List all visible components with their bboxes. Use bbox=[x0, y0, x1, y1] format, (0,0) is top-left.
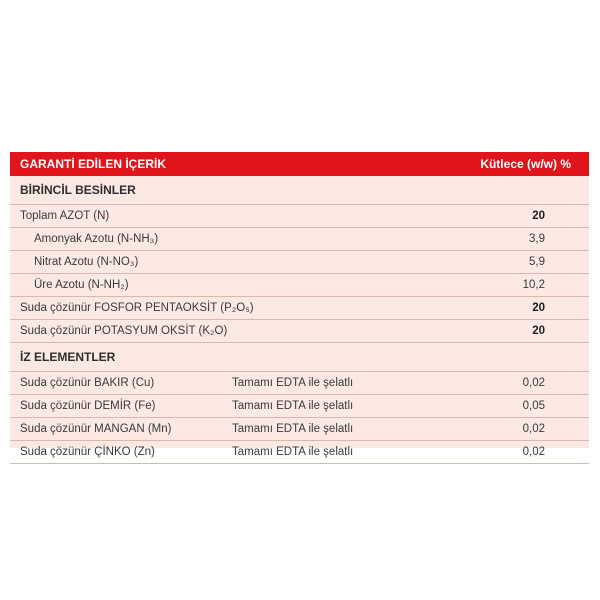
row-value: 20 bbox=[532, 325, 545, 337]
table-row bbox=[10, 395, 589, 418]
table-row bbox=[10, 297, 589, 320]
row-method: Tamamı EDTA ile şelatlı bbox=[232, 423, 354, 435]
row-method: Tamamı EDTA ile şelatlı bbox=[232, 446, 354, 458]
row-label: Amonyak Azotu (N-NH₃) bbox=[34, 233, 159, 245]
row-label: Nitrat Azotu (N-NO₃) bbox=[34, 256, 139, 268]
table-row bbox=[10, 372, 589, 395]
table-row bbox=[10, 320, 589, 343]
row-label: Üre Azotu (N-NH₂) bbox=[34, 279, 129, 291]
unit-label: Kütlece (w/w) % bbox=[480, 157, 571, 171]
table-row bbox=[10, 418, 589, 441]
table-header bbox=[10, 152, 589, 176]
guaranteed-content-table bbox=[10, 152, 589, 458]
row-label: Suda çözünür POTASYUM OKSİT (K₂O) bbox=[20, 325, 228, 337]
row-value: 5,9 bbox=[529, 256, 545, 268]
table-row bbox=[10, 205, 589, 228]
row-method: Tamamı EDTA ile şelatlı bbox=[232, 377, 354, 389]
row-label: Suda çözünür BAKIR (Cu) bbox=[20, 377, 155, 389]
row-label: Suda çözünür FOSFOR PENTAOKSİT (P₂O₅) bbox=[20, 302, 254, 314]
row-value: 0,02 bbox=[522, 446, 545, 458]
row-label: Suda çözünür DEMİR (Fe) bbox=[20, 400, 156, 412]
row-value: 0,05 bbox=[522, 400, 545, 412]
row-method: Tamamı EDTA ile şelatlı bbox=[232, 400, 354, 412]
row-value: 3,9 bbox=[529, 233, 545, 245]
table-row bbox=[10, 228, 589, 251]
table-row bbox=[10, 251, 589, 274]
table-row bbox=[10, 441, 589, 464]
row-label: Suda çözünür MANGAN (Mn) bbox=[20, 423, 172, 435]
row-value: 0,02 bbox=[522, 423, 545, 435]
row-value: 20 bbox=[532, 302, 545, 314]
row-value: 10,2 bbox=[522, 279, 545, 291]
row-label: Toplam AZOT (N) bbox=[20, 210, 110, 222]
row-value: 20 bbox=[532, 210, 545, 222]
section-title: İZ ELEMENTLER bbox=[20, 350, 116, 364]
table-title: GARANTİ EDİLEN İÇERİK bbox=[20, 157, 167, 171]
row-label: Suda çözünür ÇİNKO (Zn) bbox=[20, 446, 155, 458]
section-primary-nutrients bbox=[10, 176, 589, 205]
section-trace-elements bbox=[10, 343, 589, 372]
row-value: 0,02 bbox=[522, 377, 545, 389]
table-row bbox=[10, 274, 589, 297]
section-title: BİRİNCİL BESİNLER bbox=[20, 183, 136, 197]
